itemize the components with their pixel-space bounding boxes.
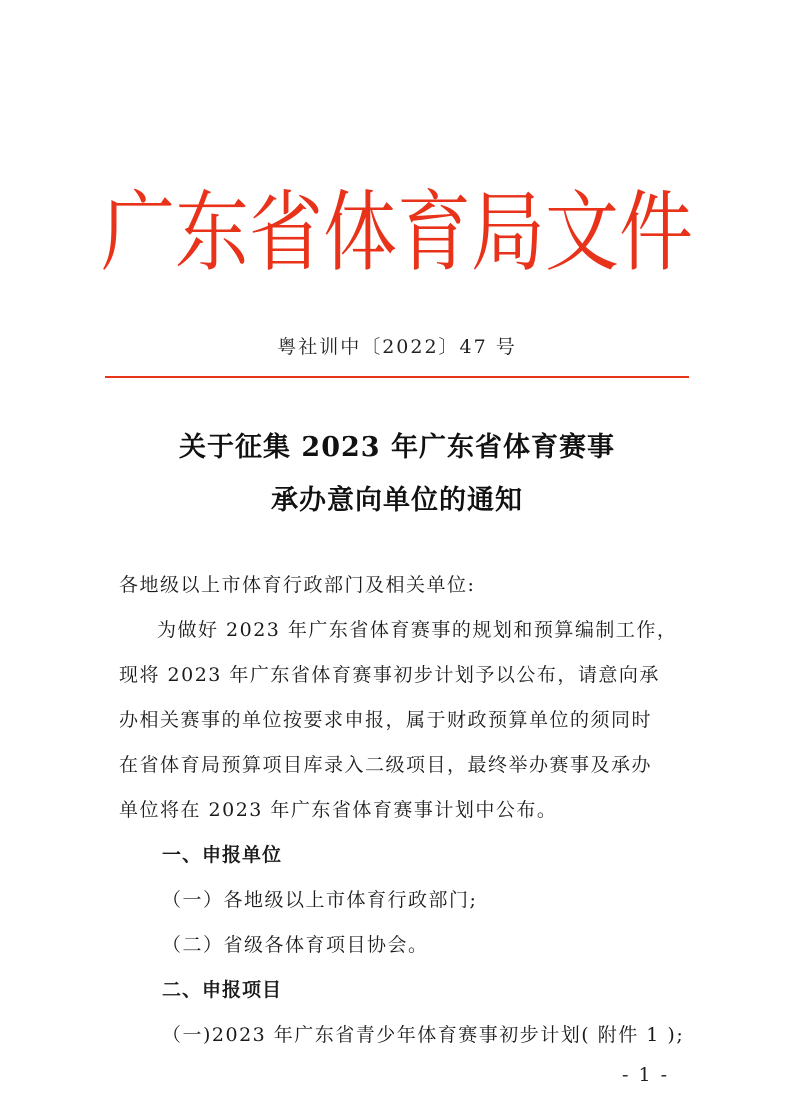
section2-item-1: （一)2023 年广东省青少年体育赛事初步计划( 附件 1 ); [162,1024,685,1046]
document-number: 粤社训中〔2022〕47 号 [277,336,517,358]
section-heading-1: 一、申报单位 [162,844,283,866]
paragraph-line-4: 在省体育局预算项目库录入二级项目，最终举办赛事及承办 [119,754,653,776]
header-divider [105,376,689,378]
section-heading-2: 二、申报项目 [162,979,283,1001]
paragraph-line-3: 办相关赛事的单位按要求申报，属于财政预算单位的须同时 [119,709,653,731]
paragraph-line-1: 为做好 2023 年广东省体育赛事的规划和预算编制工作， [157,619,678,641]
salutation: 各地级以上市体育行政部门及相关单位: [119,574,476,596]
section1-item-1: （一）各地级以上市体育行政部门; [162,889,478,911]
paragraph-line-5: 单位将在 2023 年广东省体育赛事计划中公布。 [119,799,558,821]
document-header-title: 广东省体育局文件 [101,182,693,284]
page-number: - 1 - [622,1064,670,1086]
notice-title-line-1: 关于征集 2023 年广东省体育赛事 [179,432,615,463]
paragraph-line-2: 现将 2023 年广东省体育赛事初步计划予以公布，请意向承 [119,664,660,686]
section1-item-2: （二）省级各体育项目协会。 [162,934,429,956]
notice-title-line-2: 承办意向单位的通知 [271,485,523,516]
